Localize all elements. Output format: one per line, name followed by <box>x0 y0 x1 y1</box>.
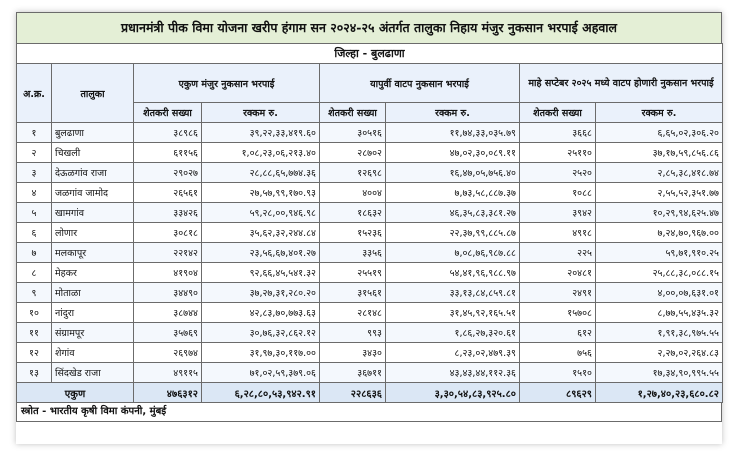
row-total-farmers: ३३४२६ <box>134 203 202 223</box>
table-row <box>17 323 723 343</box>
row-total-farmers: ४९११५ <box>134 363 202 383</box>
row-paid-farmers: १८६३२ <box>320 203 386 223</box>
row-sept-farmers: ७५६ <box>520 343 596 363</box>
row-total-amount: ३९,२२,३३,४१९.६० <box>202 123 320 143</box>
row-total-farmers: २६९७४ <box>134 343 202 363</box>
row-paid-farmers: १५२३६ <box>320 223 386 243</box>
table-row <box>17 263 723 283</box>
row-sept-farmers: २५११० <box>520 143 596 163</box>
header-total-compensation: एकुण मंजुर नुकसान भरपाई <box>134 64 320 103</box>
header-amount: रक्कम रु. <box>596 103 723 123</box>
row-paid-farmers: २८१४८ <box>320 303 386 323</box>
row-total-farmers: ३८९८६ <box>134 123 202 143</box>
total-farmers: ४७६३१२ <box>134 383 202 403</box>
row-taluka: संग्रामपूर <box>52 323 134 343</box>
row-total-farmers: २९०२७ <box>134 163 202 183</box>
row-taluka: बुलढाणा <box>52 123 134 143</box>
total-row <box>17 383 723 403</box>
row-total-farmers: ३५७६९ <box>134 323 202 343</box>
row-total-amount: ३५,६२,३२,२४४.८४ <box>202 223 320 243</box>
row-paid-amount: ७,७३,५८,८८७.३७ <box>386 183 520 203</box>
row-sept-amount: २५,८८,३८,०८८.१५ <box>596 263 723 283</box>
row-taluka: नांदुरा <box>52 303 134 323</box>
row-sr: ३ <box>17 163 52 183</box>
row-total-farmers: २२१४२ <box>134 243 202 263</box>
table-row <box>17 203 723 223</box>
source-note: स्त्रोत - भारतीय कृषी विमा कंपनी, मुंबई <box>16 403 722 422</box>
row-sept-amount: २,५५,५२,३५१.७७ <box>596 183 723 203</box>
row-paid-amount: ४७,०२,३०,०८९.११ <box>386 143 520 163</box>
row-taluka: जळगांव जामोद <box>52 183 134 203</box>
row-taluka: मलकापूर <box>52 243 134 263</box>
row-total-amount: ३१,९७,३०,११७.०० <box>202 343 320 363</box>
row-sept-farmers: २२५ <box>520 243 596 263</box>
row-sept-amount: ३७,१७,५९,८५६.८६ <box>596 143 723 163</box>
row-total-amount: २८,८८,६५,७७४.३६ <box>202 163 320 183</box>
header-amount: रक्कम रु. <box>386 103 520 123</box>
row-taluka: मोताळा <box>52 283 134 303</box>
row-sr: ७ <box>17 243 52 263</box>
row-total-farmers: ६११५६ <box>134 143 202 163</box>
row-sr: ४ <box>17 183 52 203</box>
row-total-amount: ९२,६६,४५,५४१.३२ <box>202 263 320 283</box>
row-paid-amount: ३३,१३,८४,८५९.८१ <box>386 283 520 303</box>
row-total-amount: २३,५६,६७,४०१.२७ <box>202 243 320 263</box>
report-sheet <box>16 12 722 444</box>
row-sept-amount: १,९१,३८,९७५.५५ <box>596 323 723 343</box>
header-farmers: शेतकरी सख्या <box>520 103 596 123</box>
row-sept-amount: ५९,७१,९१०.२५ <box>596 243 723 263</box>
row-paid-farmers: ९९३ <box>320 323 386 343</box>
row-paid-amount: ४६,३५,८३,३८१.२७ <box>386 203 520 223</box>
row-paid-farmers: ३४३० <box>320 343 386 363</box>
row-total-farmers: २६५६१ <box>134 183 202 203</box>
row-sept-farmers: ६१२ <box>520 323 596 343</box>
row-sept-amount: १७,३४,९०,९९५.५५ <box>596 363 723 383</box>
row-total-farmers: ३०८१८ <box>134 223 202 243</box>
row-paid-farmers: ३०५१६ <box>320 123 386 143</box>
row-paid-amount: १६,४७,०५,७५६.४० <box>386 163 520 183</box>
header-september-compensation: माहे सप्टेबर २०२५ मध्ये वाटप होणारी नुकसान भरपाई <box>520 64 723 103</box>
table-row <box>17 303 723 323</box>
row-taluka: देऊळगांव राजा <box>52 163 134 183</box>
report-table <box>16 43 723 403</box>
row-paid-farmers: ३१५६१ <box>320 283 386 303</box>
table-row <box>17 343 723 363</box>
row-sept-amount: ६,६५,०२,३०६.२० <box>596 123 723 143</box>
total-paid-amount: ३,३०,५४,८३,९२५.८० <box>386 383 520 403</box>
row-paid-amount: ५४,४१,९६,९८८.९७ <box>386 263 520 283</box>
row-sept-amount: ८,७७,५५,४३५.३२ <box>596 303 723 323</box>
total-sept-amount: १,२७,४०,२३,६८०.८२ <box>596 383 723 403</box>
row-paid-amount: ११,७४,३३,०३५.७९ <box>386 123 520 143</box>
total-label: एकुण <box>17 383 134 403</box>
total-paid-farmers: २२८६३६ <box>320 383 386 403</box>
row-taluka: चिखली <box>52 143 134 163</box>
table-row <box>17 143 723 163</box>
row-paid-farmers: २५५१९ <box>320 263 386 283</box>
row-paid-farmers: ३६७११ <box>320 363 386 383</box>
report-title: प्रधानमंत्री पीक विमा योजना खरीप हंगाम सन २०२४-२५ अंतर्गत तालुका निहाय मंजुर नुकसान भरपाई अहवाल <box>16 12 722 43</box>
row-sept-amount: ७,२४,७०,९६७.०० <box>596 223 723 243</box>
row-sept-farmers: २५२० <box>520 163 596 183</box>
total-amount: ६,२८,८०,५३,९४२.९१ <box>202 383 320 403</box>
table-body <box>17 123 723 383</box>
header-amount: रक्कम रु. <box>202 103 320 123</box>
district-label: जिल्हा - बुलढाणा <box>17 44 723 64</box>
row-sept-farmers: ३६६८ <box>520 123 596 143</box>
row-taluka: शेगांव <box>52 343 134 363</box>
row-total-amount: २७,५७,९९,१७०.९३ <box>202 183 320 203</box>
table-row <box>17 363 723 383</box>
table-row <box>17 123 723 143</box>
row-total-farmers: ४१९०४ <box>134 263 202 283</box>
row-paid-amount: ७,०८,७६,९८७.८८ <box>386 243 520 263</box>
header-taluka: तालुका <box>52 64 134 123</box>
row-sept-farmers: २४९१ <box>520 283 596 303</box>
row-sr: १२ <box>17 343 52 363</box>
row-sept-farmers: १५७०८ <box>520 303 596 323</box>
table-row <box>17 183 723 203</box>
row-taluka: खामगांव <box>52 203 134 223</box>
row-sr: २ <box>17 143 52 163</box>
row-sr: १३ <box>17 363 52 383</box>
row-total-amount: ३०,७६,३२,८६२.१२ <box>202 323 320 343</box>
row-taluka: लोणार <box>52 223 134 243</box>
row-paid-amount: २२,३७,९९,८८५.८७ <box>386 223 520 243</box>
row-total-farmers: ३४४९० <box>134 283 202 303</box>
row-paid-amount: ४३,४३,४४,११२.३६ <box>386 363 520 383</box>
row-paid-amount: १,८६,२७,३२०.६१ <box>386 323 520 343</box>
row-taluka: सिंदखेड राजा <box>52 363 134 383</box>
row-total-amount: १,०८,२३,०६,२१३.४० <box>202 143 320 163</box>
row-paid-farmers: ३३५६ <box>320 243 386 263</box>
header-sr: अ.क्र. <box>17 64 52 123</box>
header-paid-compensation: यापुर्वी वाटप नुकसान भरपाई <box>320 64 520 103</box>
row-sept-farmers: २०४८१ <box>520 263 596 283</box>
row-paid-farmers: ४००४ <box>320 183 386 203</box>
row-taluka: मेहकर <box>52 263 134 283</box>
row-paid-amount: ३१,४५,९२,१६५.५१ <box>386 303 520 323</box>
header-farmers: शेतकरी सख्या <box>320 103 386 123</box>
row-sept-farmers: ३९४२ <box>520 203 596 223</box>
row-sept-amount: १०,२९,९४,६२५.४७ <box>596 203 723 223</box>
row-sr: १ <box>17 123 52 143</box>
table-row <box>17 283 723 303</box>
row-paid-amount: ८,२३,०२,४७९.३९ <box>386 343 520 363</box>
row-sept-amount: २,८५,३८,४१८.७४ <box>596 163 723 183</box>
total-sept-farmers: ८९६२९ <box>520 383 596 403</box>
header-farmers: शेतकरी सख्या <box>134 103 202 123</box>
row-sept-amount: ४,००,०७,६३१.०१ <box>596 283 723 303</box>
row-total-farmers: ३८७४४ <box>134 303 202 323</box>
row-sept-farmers: १५१० <box>520 363 596 383</box>
row-sr: १० <box>17 303 52 323</box>
row-paid-farmers: २८७०२ <box>320 143 386 163</box>
row-sept-farmers: १०८८ <box>520 183 596 203</box>
row-paid-farmers: १२६९८ <box>320 163 386 183</box>
row-total-amount: ४२,८३,७०,७७३.६३ <box>202 303 320 323</box>
row-sept-farmers: ४९१८ <box>520 223 596 243</box>
row-total-amount: ७१,०२,५९,३७९.०६ <box>202 363 320 383</box>
row-sr: ८ <box>17 263 52 283</box>
row-sr: ५ <box>17 203 52 223</box>
table-row <box>17 243 723 263</box>
table-row <box>17 223 723 243</box>
row-sept-amount: २,२७,०२,२६४.८३ <box>596 343 723 363</box>
row-sr: ६ <box>17 223 52 243</box>
row-total-amount: ३७,२७,३१,२८०.२० <box>202 283 320 303</box>
row-sr: ११ <box>17 323 52 343</box>
table-row <box>17 163 723 183</box>
row-total-amount: ५९,२८,००,९४६.९८ <box>202 203 320 223</box>
row-sr: ९ <box>17 283 52 303</box>
